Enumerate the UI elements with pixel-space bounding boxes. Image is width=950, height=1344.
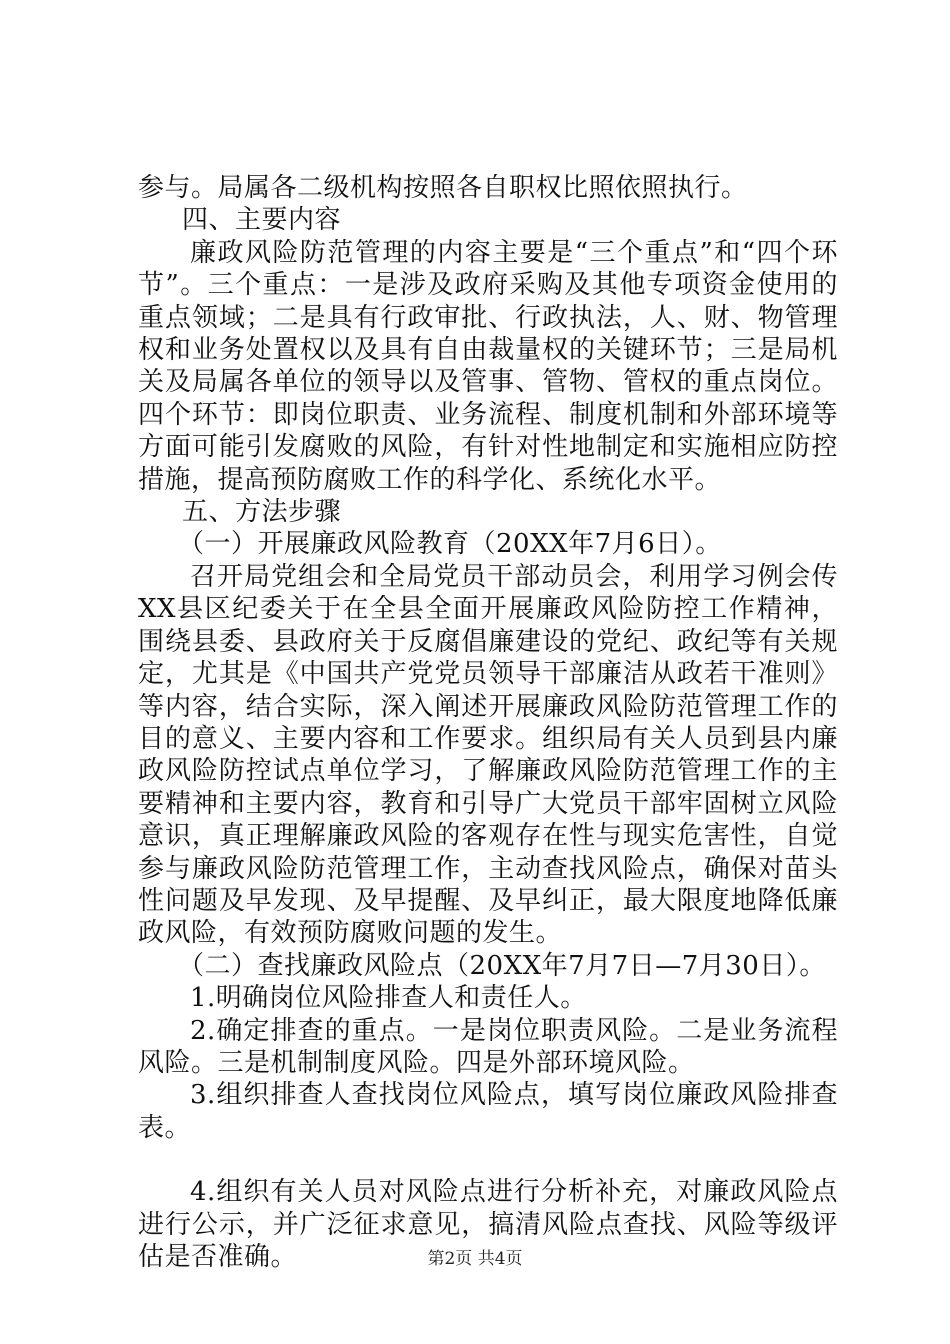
section-heading: 四、主要内容 bbox=[182, 205, 342, 236]
section-heading: 五、方法步骤 bbox=[182, 497, 342, 528]
document-body bbox=[138, 172, 838, 1273]
paragraph: 廉政风险防范管理的内容主要是“三个重点”和“四个环节”。三个重点：一是涉及政府采购及其他专项资金使用的重点领域；二是具有行政审批、行政执法，人、财、物管理权和业务处置权以及具有自由裁量权的关键环节；三是局机关及局属各单位的领导以及管事、管物、管权的重点岗位。四个环节：即岗位职责、业务流程、制度机制和外部环境等方面可能引发腐败的风险，有针对性地制定和实施相应防控措施，提高预防腐败工作的科学化、系统化水平。 bbox=[138, 237, 838, 495]
subsection-heading: （二）查找廉政风险点（20XX年7月7日—7月30日）。 bbox=[178, 950, 826, 981]
list-item: 2.确定排查的重点。一是岗位职责风险。二是业务流程风险。三是机制制度风险。四是外部环境风险。 bbox=[138, 1015, 838, 1078]
paragraph: 参与。局属各二级机构按照各自职权比照依照执行。 bbox=[138, 173, 748, 203]
list-item: 3.组织排查人查找岗位风险点，填写岗位廉政风险排查表。 bbox=[138, 1080, 838, 1143]
page-footer: 第2页 共4页 bbox=[427, 1249, 523, 1269]
paragraph: 召开局党组会和全局党员干部动员会，利用学习例会传XX县区纪委关于在全县全面开展廉政风险防控工作精神，围绕县委、县政府关于反腐倡廉建设的党纪、政纪等有关规定，尤其是《中国共产党党员领导干部廉洁从政若干准则》等内容，结合实际，深入阐述开展廉政风险防范管理工作的目的意义、主要内容和工作要求。组织局有关人员到县内廉政风险防控试点单位学习，了解廉政风险防范管理工作的主要精神和主要内容，教育和引导广大党员干部牢固树立风险意识，真正理解廉政风险的客观存在性与现实危害性，自觉参与廉政风险防范管理工作，主动查找风险点，确保对苗头性问题及早发现、及早提醒、及早纠正，最大限度地降低廉政风险，有效预防腐败问题的发生。 bbox=[138, 561, 838, 949]
list-item: 1.明确岗位风险排查人和责任人。 bbox=[190, 983, 587, 1014]
subsection-heading: （一）开展廉政风险教育（20XX年7月6日）。 bbox=[178, 529, 722, 560]
list-item: 4.组织有关人员对风险点进行分析补充，对廉政风险点进行公示，并广泛征求意见，搞清风险点查找、风险等级评估是否准确。 bbox=[138, 1177, 838, 1272]
